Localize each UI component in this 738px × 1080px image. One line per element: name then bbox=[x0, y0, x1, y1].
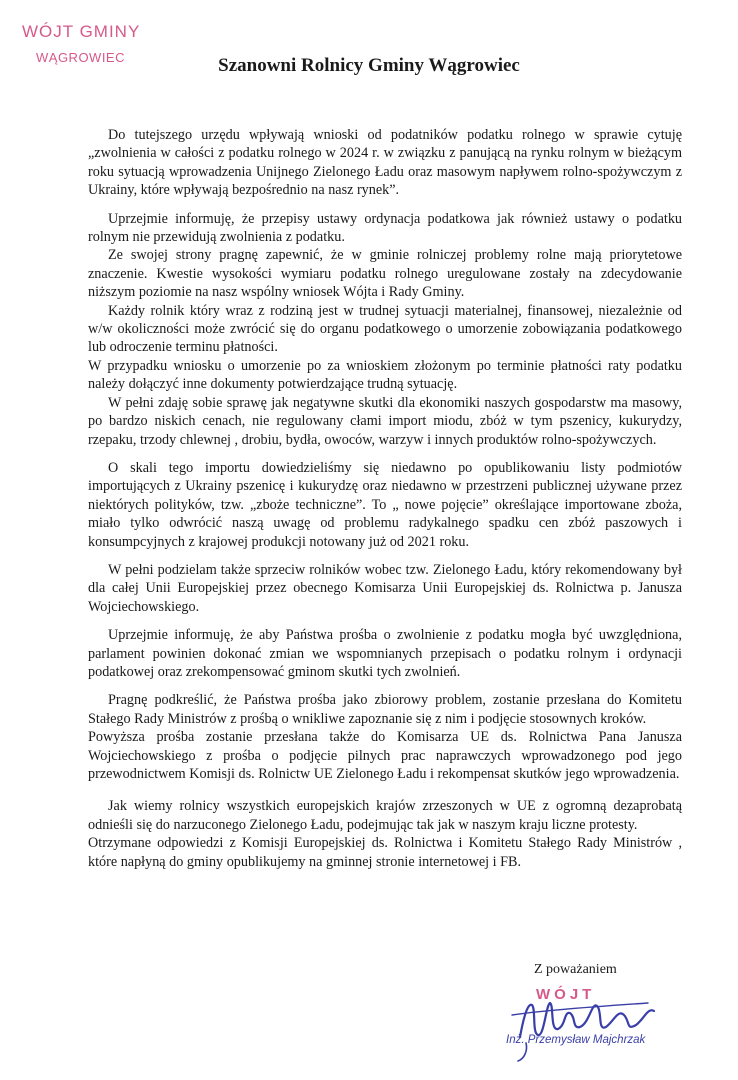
paragraph-commissioner: Powyższa prośba zostanie przesłana także do Komisarza UE ds. Rolnictwa Pana Janusza Wojciechowskiego z prośba o podjęcie pilnych prac naprawczych wprowadzonego pod jego przewodnictwem Komisji ds. Rolnictw UE Zielonego Ładu i rekompensat skutków jego wprowadzenia. bbox=[88, 729, 682, 782]
paragraph-priority: Ze swojej strony pragnę zapewnić, że w gminie rolniczej problemy rolne mają priorytetowe znaczenie. Kwestie wysokości wymiaru podatku rolnego uregulowane zostały na zdecydowanie niższym poziomie na nasz wspólny wniosek Wójta i Rady Gminy. bbox=[88, 247, 682, 301]
handwritten-signature bbox=[498, 985, 668, 1065]
letter-body bbox=[88, 126, 682, 871]
signature-caption: Inż. Przemysław Majchrzak bbox=[506, 1034, 646, 1046]
paragraph-documents: W przypadku wniosku o umorzenie po za wnioskiem złożonym po terminie płatności raty podatku należy dołączyć inne dokumenty potwierdzające trudną sytuację. bbox=[88, 357, 682, 393]
paragraph-protests: Jak wiemy rolnicy wszystkich europejskich krajów zrzeszonych w UE z ogromną dezaprobatą odnieśli się do narzuconego Zielonego Ładu, podejmując tak jak w naszym kraju liczne protesty. bbox=[88, 798, 682, 833]
signature-stamp: WÓJT bbox=[536, 986, 596, 1003]
stamp-line-1: WÓJT GMINY bbox=[22, 22, 141, 41]
paragraph-publication: Otrzymane odpowiedzi z Komisji Europejskiej ds. Rolnictwa i Komitetu Stałego Rady Ministrów , które napłyną do gminy opublikujemy na gminnej stronie internetowej i FB. bbox=[88, 835, 682, 870]
paragraph-green-deal: W pełni podzielam także sprzeciw rolników wobec tzw. Zielonego Ładu, który rekomendowany był dla całej Unii Europejskiej przez obecnego Komisarza Unii Europejskiej ds. Rolnictwa p. Janusza Wojciechowskiego. bbox=[88, 561, 682, 615]
paragraph-committee: Pragnę podkreślić, że Państwa prośba jako zbiorowy problem, zostanie przesłana do Komitetu Stałego Rady Ministrów z prośbą o wnikliwe zapoznanie się z nim i podjęcie stosownych kroków. bbox=[88, 692, 682, 727]
closing-phrase: Z poważaniem bbox=[534, 962, 617, 977]
letter-title: Szanowni Rolnicy Gminy Wągrowiec bbox=[218, 55, 520, 76]
paragraph-parliament: Uprzejmie informuję, że aby Państwa prośba o zwolnienie z podatku mogła być uwzględniona, parlament powinien dokonać zmian we wspomnianych przepisach o podatku rolnym i ordynacji podatkowej oraz zrekompensować gminom skutki tych zwolnień. bbox=[88, 627, 682, 680]
stamp-line-2: WĄGROWIEC bbox=[36, 50, 125, 65]
paragraph-request: Do tutejszego urzędu wpływają wnioski od podatników podatku rolnego w sprawie cytuję „zwolnienia w całości z podatku rolnego w 2024 r. w związku z panującą na rynku rolnym w bieżącym roku sytuacją wprowadzenia Unijnego Zielonego Ładu oraz masowym napływem rolno-spożywczym z Ukrainy, które wpływają bezpośrednio na nasz rynek”. bbox=[88, 127, 682, 199]
paragraph-hardship: Każdy rolnik który wraz z rodziną jest w trudnej sytuacji materialnej, finansowej, niezależnie od w/w okoliczności może zwrócić się do organu podatkowego o umorzenie zobowiązania podatkowego lub odroczenie terminu płatności. bbox=[88, 302, 682, 356]
paragraph-no-exemption: Uprzejmie informuję, że przepisy ustawy ordynacja podatkowa jak również ustawy o podatku rolnym nie przewidują zwolnienia z podatku. bbox=[88, 210, 682, 246]
signature-stroke-1 bbox=[520, 1003, 654, 1037]
paragraph-imports: W pełni zdaję sobie sprawę jak negatywne skutki dla ekonomiki naszych gospodarstw ma masowy, po bardzo niskich cenach, nie regulowany cłami import miodu, zbóż w tym pszenicy, kukurydzy, rzepaku, trzody chlewnej , drobiu, bydła, owoców, warzyw i innych produktów rolno-spożywczych. bbox=[88, 394, 682, 448]
paragraph-import-scale: O skali tego importu dowiedzieliśmy się niedawno po opublikowaniu listy podmiotów importujących z Ukrainy pszenicę i kukurydzę oraz niedawno w przestrzeni publicznej używane przez niektórych polityków, tzw. „zboże techniczne”. To „ nowe pojęcie” określające importowane zboża, miało tylko odwrócić naszą uwagę od problemu radykalnego spadku cen zbóż paszowych i konsumpcyjnych z krajowej produkcji notowany już od 2021 roku. bbox=[88, 459, 682, 550]
